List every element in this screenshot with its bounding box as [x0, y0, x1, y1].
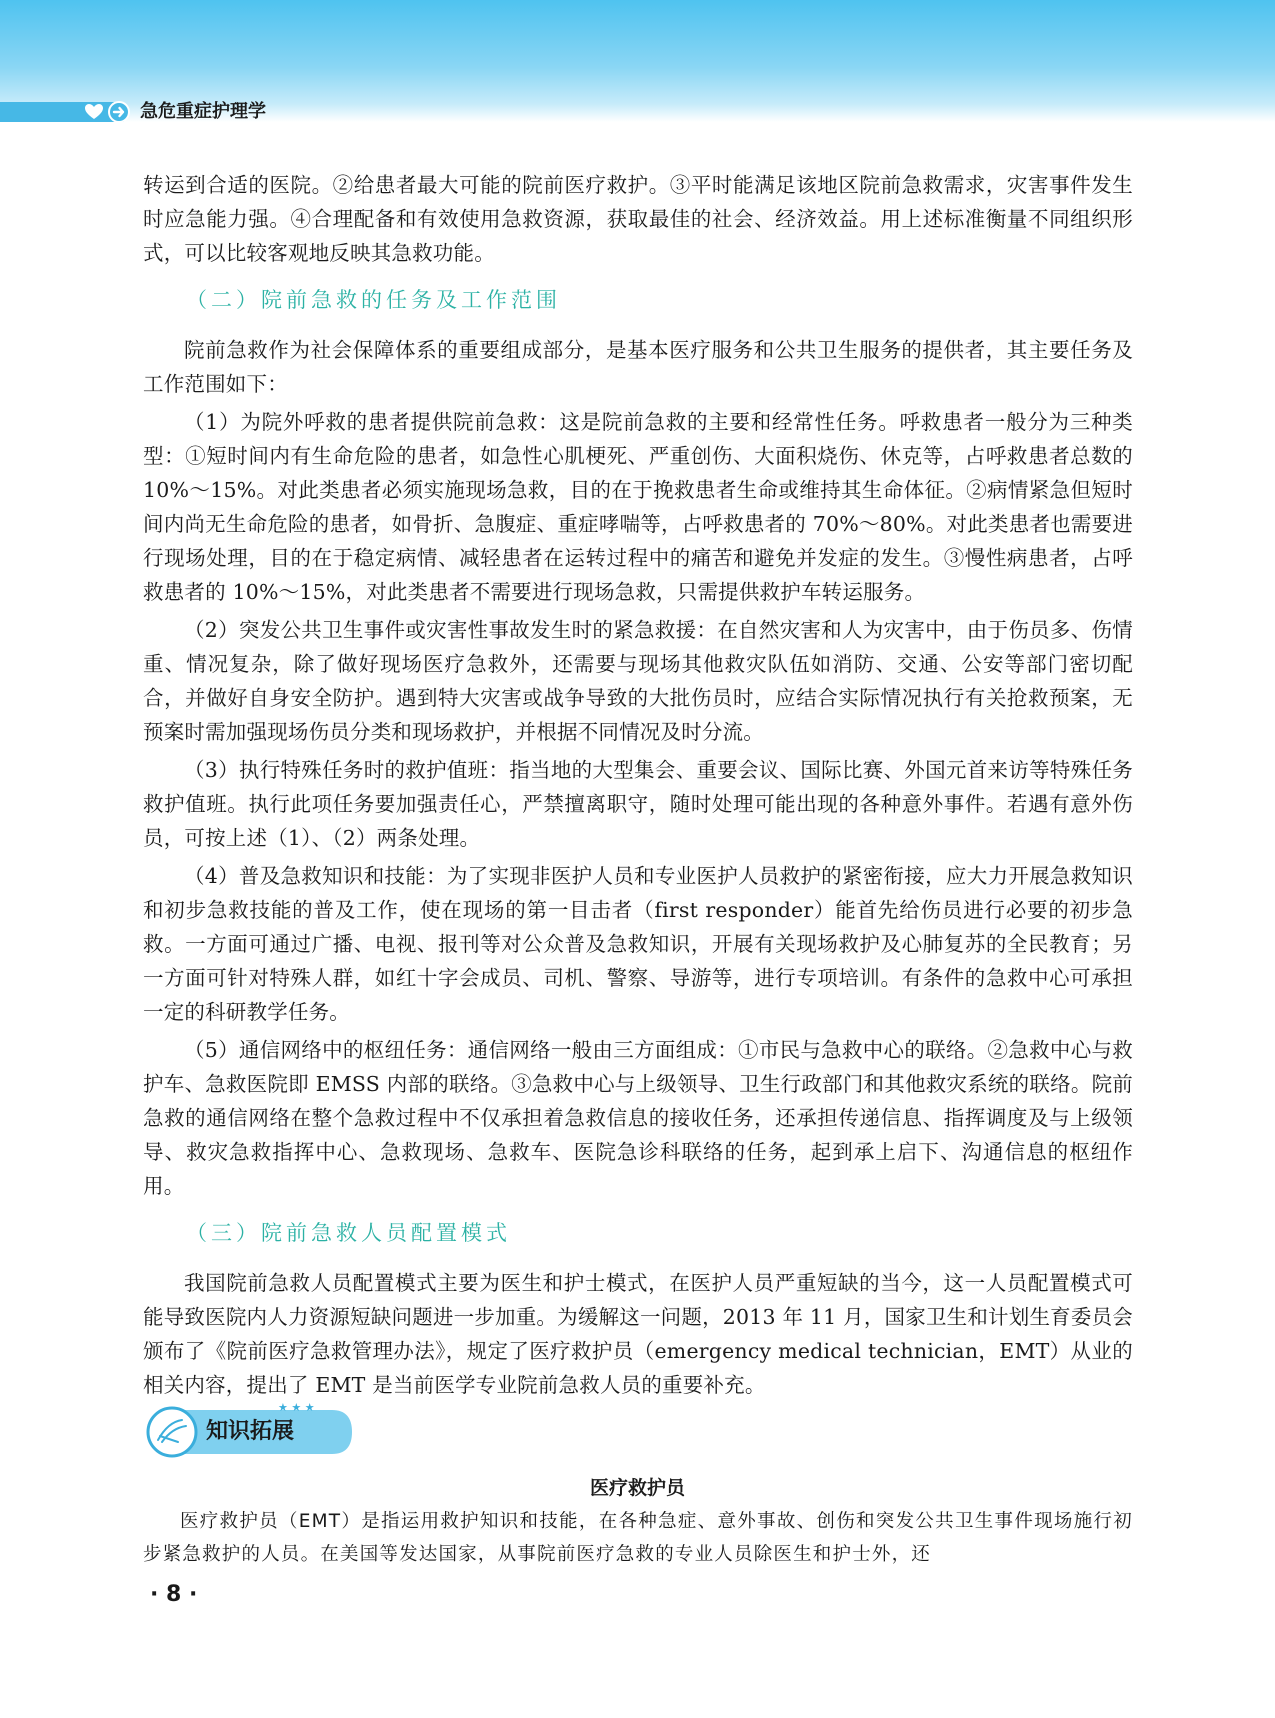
arrow-right-icon [108, 101, 130, 123]
knowledge-box-title: 医疗救护员 [589, 1477, 685, 1499]
heart-icon [84, 102, 104, 122]
intro-paragraph: 转运到合适的医院。②给患者最大可能的院前医疗救护。③平时能满足该地区院前急救需求，灾害事件发生时应急能力强。④合理配备和有效使用急救资源，获取最佳的社会、经济效益。用上述标准衡量不同组织形式，可以比较客观地反映其急救功能。 [143, 173, 1133, 265]
section-heading-tasks: （二）院前急救的任务及工作范围 [186, 288, 561, 312]
knowledge-box-text: 医疗救护员（EMT）是指运用救护知识和技能，在各种急症、意外事故、创伤和突发公共卫生事件现场施行初步紧急救护的人员。在美国等发达国家，从事院前医疗急救的专业人员除医生和护士外，还 [143, 1511, 1133, 1565]
paragraph: （2）突发公共卫生事件或灾害性事故发生时的紧急救援：在自然灾害和人为灾害中，由于伤员多、伤情重、情况复杂，除了做好现场医疗急救外，还需要与现场其他救灾队伍如消防、交通、公安等部门密切配合，并做好自身安全防护。遇到特大灾害或战争导致的大批伤员时，应结合实际情况执行有关抢救预案，无预案时需加强现场伤员分类和现场救护，并根据不同情况及时分流。 [143, 618, 1133, 744]
paragraph: （4）普及急救知识和技能：为了实现非医护人员和专业医护人员救护的紧密衔接，应大力开展急救知识和初步急救技能的普及工作，使在现场的第一目击者（first responder）能首先给伤员进行必要的初步急救。一方面可通过广播、电视、报刊等对公众普及急救知识，开展有关现场救护及心肺复苏的全民教育；另一方面可针对特殊人群，如红十字会成员、司机、警察、导游等，进行专项培训。有条件的急救中心可承担一定的科研教学任务。 [143, 864, 1133, 1024]
svg-text:★ ★: ★ ★ [320, 1415, 339, 1425]
paragraph: 院前急救作为社会保障体系的重要组成部分，是基本医疗服务和公共卫生服务的提供者，其主要任务及工作范围如下： [143, 338, 1133, 396]
section-heading-staffing: （三）院前急救人员配置模式 [186, 1221, 511, 1245]
paragraph: （5）通信网络中的枢纽任务：通信网络一般由三方面组成：①市民与急救中心的联络。②急救中心与救护车、急救医院即 EMSS 内部的联络。③急救中心与上级领导、卫生行政部门和其他救灾系统的联络。院前急救的通信网络在整个急救过程中不仅承担着急救信息的接收任务，还承担传递信息、指挥调度及与上级领导、救灾急救指挥中心、急救现场、急救车、医院急诊科联络的任务，起到承上启下、沟通信息的枢纽作用。 [143, 1038, 1133, 1198]
svg-text:★ ★ ★: ★ ★ ★ [278, 1402, 315, 1414]
paragraph: （1）为院外呼救的患者提供院前急救：这是院前急救的主要和经常性任务。呼救患者一般分为三种类型：①短时间内有生命危险的患者，如急性心肌梗死、严重创伤、大面积烧伤、休克等，占呼救患者总数的 10%～15%。对此类患者必须实施现场急救，目的在于挽救患者生命或维持其生命体征。②病情紧急但短时间内尚无生命危险的患者，如骨折、急腹症、重症哮喘等，占呼救患者的 70%～80%。对此类患者也需要进行现场处理，目的在于稳定病情、减轻患者在运转过程中的痛苦和避免并发症的发生。③慢性病患者，占呼救患者的 10%～15%，对此类患者不需要进行现场急救，只需提供救护车转运服务。 [143, 410, 1133, 604]
knowledge-extension-label: 知识拓展 [206, 1419, 295, 1444]
page-number: · 8 · [150, 1582, 198, 1607]
main-content [143, 168, 1133, 1406]
knowledge-extension-badge [142, 1402, 364, 1462]
paragraph: （3）执行特殊任务时的救护值班：指当地的大型集会、重要会议、国际比赛、外国元首来访等特殊任务救护值班。执行此项任务要加强责任心，严禁擅离职守，随时处理可能出现的各种意外事件。若遇有意外伤员，可按上述（1）、（2）两条处理。 [143, 758, 1133, 850]
running-header [0, 98, 1275, 126]
paragraph: 我国院前急救人员配置模式主要为医生和护士模式，在医护人员严重短缺的当今，这一人员配置模式可能导致医院内人力资源短缺问题进一步加重。为缓解这一问题，2013 年 11 月，国家卫生和计划生育委员会颁布了《院前医疗急救管理办法》，规定了医疗救护员（emergency medical technician，EMT）从业的相关内容，提出了 EMT 是当前医学专业院前急救人员的重要补充。 [143, 1271, 1133, 1397]
header-accent-strip [0, 102, 124, 122]
book-title: 急危重症护理学 [140, 101, 266, 122]
